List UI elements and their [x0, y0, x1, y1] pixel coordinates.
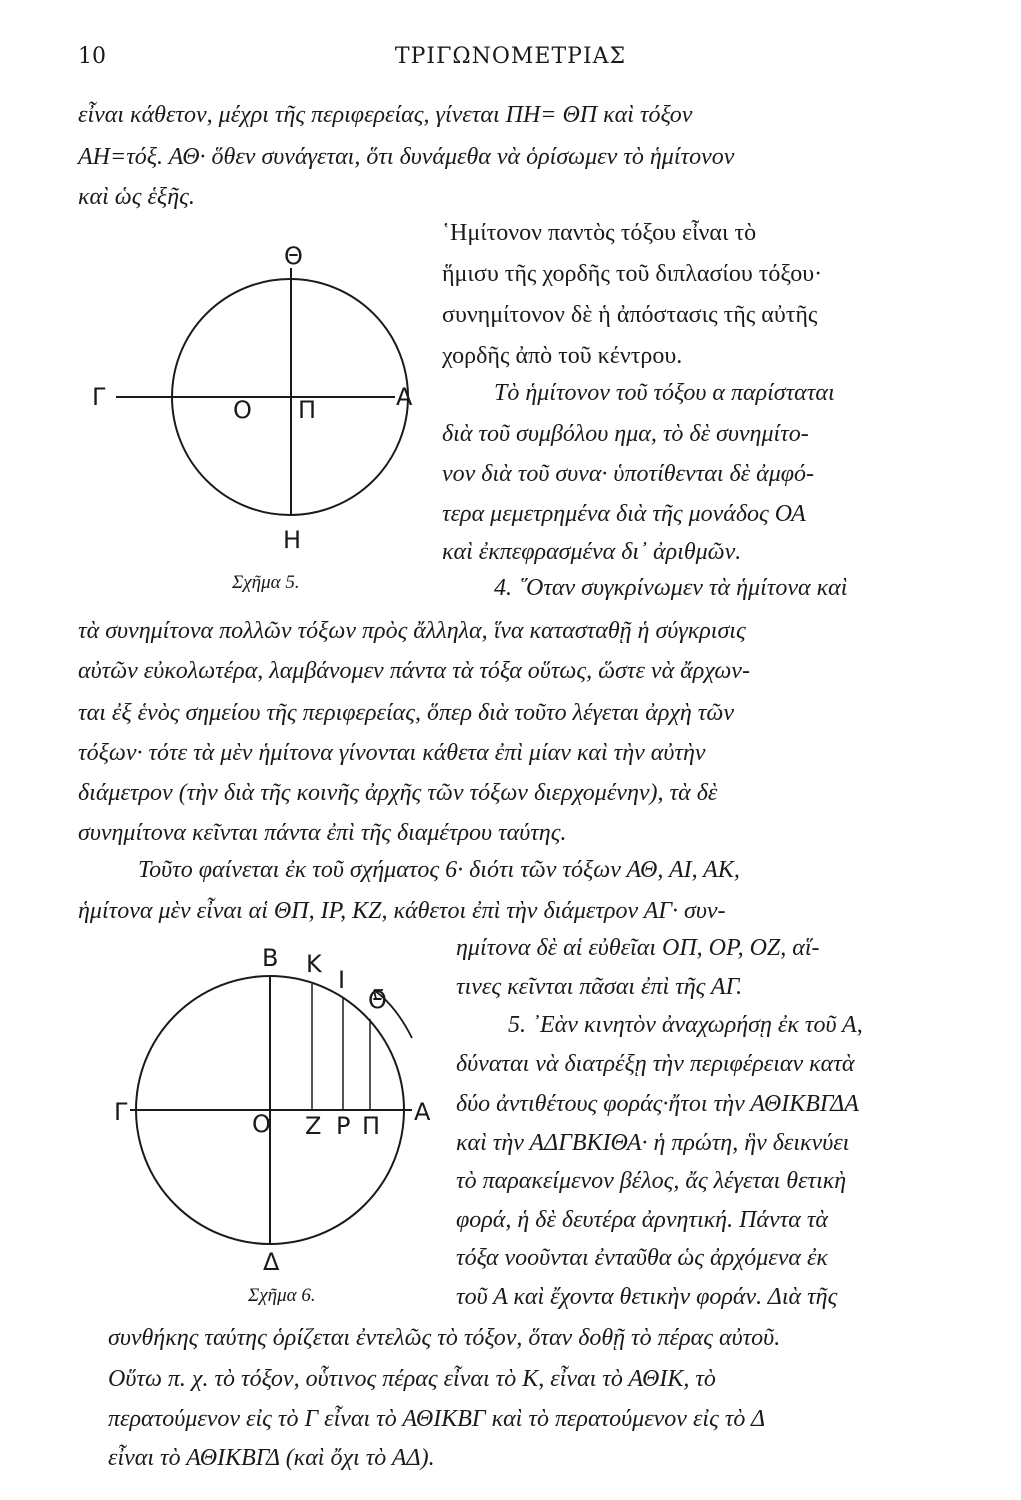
text-line: δύναται νὰ διατρέξῃ τὴν περιφέρειαν κατὰ — [456, 1051, 855, 1077]
fig5-label-alpha: Α — [396, 383, 413, 411]
fig5-label-theta: Θ — [284, 242, 303, 270]
text-line: τερα μεμετρημένα διὰ τῆς μονάδος ΟΑ — [442, 501, 806, 527]
fig6-label-kappa: Κ — [306, 950, 322, 978]
text-line: ται ἐξ ἑνὸς σημείου τῆς περιφερείας, ὅπερ διὰ τοῦτο λέγεται ἀρχὴ τῶν — [78, 700, 734, 726]
fig5-label-pi: Π — [298, 396, 317, 424]
fig6-label-alpha: Α — [414, 1098, 431, 1126]
text-line: Τὸ ἡμίτονον τοῦ τόξου α παρίσταται — [494, 380, 835, 406]
text-line: δύο ἀντιθέτους φοράς·ἤτοι τὴν ΑΘΙΚΒΓΔΑ — [456, 1091, 859, 1117]
figure-5-diagram — [80, 230, 420, 570]
text-line: ἥμισυ τῆς χορδῆς τοῦ διπλασίου τόξου· — [442, 261, 823, 287]
text-line: διὰ τοῦ συμβόλου ημα, τὸ δὲ συνημίτο- — [442, 421, 809, 447]
text-line: χορδῆς ἀπὸ τοῦ κέντρου. — [442, 343, 683, 369]
text-line: 5. ᾿Εὰν κινητὸν ἀναχωρήσῃ ἐκ τοῦ Α, — [508, 1012, 863, 1038]
fig6-label-iota: Ι — [338, 966, 346, 994]
fig6-label-delta: Δ — [263, 1248, 280, 1276]
text-line: διάμετρον (τὴν διὰ τῆς κοινῆς ἀρχῆς τῶν τόξων διερχομένην), τὰ δὲ — [78, 780, 718, 806]
text-line: καὶ ὡς ἑξῆς. — [78, 184, 195, 210]
fig6-label-gamma: Γ — [114, 1098, 128, 1126]
figure-5-caption: Σχῆμα 5. — [232, 572, 300, 593]
fig6-label-omicron: Ο — [252, 1110, 271, 1138]
fig5-label-gamma: Γ — [92, 383, 106, 411]
fig6-label-theta: Θ — [368, 986, 387, 1014]
text-line: τινες κεῖνται πᾶσαι ἐπὶ τῆς ΑΓ. — [456, 974, 743, 1000]
text-line: νον διὰ τοῦ συνα· ὑποτίθενται δὲ ἀμφό- — [442, 461, 815, 487]
text-line: ἡμίτονα μὲν εἶναι αἱ ΘΠ, ΙΡ, ΚΖ, κάθετοι ἐπὶ τὴν διάμετρον ΑΓ· συν- — [78, 898, 726, 924]
text-line: φορά, ἡ δὲ δευτέρα ἀρνητική. Πάντα τὰ — [456, 1207, 829, 1233]
text-line: ῾Ημίτονον παντὸς τόξου εἶναι τὸ — [442, 220, 757, 246]
text-line: συνθήκης ταύτης ὁρίζεται ἐντελῶς τὸ τόξον, ὅταν δοθῇ τὸ πέρας αὐτοῦ. — [108, 1325, 781, 1351]
page-number: 10 — [78, 44, 106, 69]
text-line: συνημίτονον δὲ ἡ ἀπόστασις τῆς αὐτῆς — [442, 302, 818, 328]
text-line: αὐτῶν εὐκολωτέρα, λαμβάνομεν πάντα τὰ τόξα οὕτως, ὥστε νὰ ἄρχων- — [78, 658, 750, 684]
text-line: 4. ῞Οταν συγκρίνωμεν τὰ ἡμίτονα καὶ — [494, 575, 848, 601]
text-line: καὶ τὴν ΑΔΓΒΚΙΘΑ· ἡ πρώτη, ἣν δεικνύει — [456, 1130, 850, 1156]
text-line: περατούμενον εἰς τὸ Γ εἶναι τὸ ΑΘΙΚΒΓ καὶ τὸ περατούμενον εἰς τὸ Δ — [108, 1406, 766, 1432]
fig6-label-rho: Ρ — [336, 1112, 351, 1140]
running-title: ΤΡΙΓΩΝΟΜΕΤΡΙΑΣ — [394, 44, 627, 69]
text-line: ΑΗ=τόξ. ΑΘ· ὅθεν συνάγεται, ὅτι δυνάμεθα νὰ ὁρίσωμεν τὸ ἡμίτονον — [78, 144, 735, 170]
text-line: εἶναι τὸ ΑΘΙΚΒΓΔ (καὶ ὄχι τὸ ΑΔ). — [108, 1445, 435, 1471]
fig6-label-beta: Β — [262, 944, 279, 972]
text-line: Τοῦτο φαίνεται ἐκ τοῦ σχήματος 6· διότι τῶν τόξων ΑΘ, ΑΙ, ΑΚ, — [138, 857, 740, 883]
text-line: εἶναι κάθετον, μέχρι τῆς περιφερείας, γίνεται ΠΗ= ΘΠ καὶ τόξον — [78, 102, 693, 128]
fig5-label-eta: Η — [283, 526, 302, 554]
text-line: τὰ συνημίτονα πολλῶν τόξων πρὸς ἄλληλα, ἵνα κατασταθῇ ἡ σύγκρισις — [78, 618, 746, 644]
figure-6-caption: Σχῆμα 6. — [248, 1285, 316, 1306]
text-line: Οὕτω π. χ. τὸ τόξον, οὗτινος πέρας εἶναι τὸ Κ, εἶναι τὸ ΑΘΙΚ, τὸ — [108, 1366, 716, 1392]
fig5-label-omicron: Ο — [233, 396, 252, 424]
figure-6-diagram — [100, 940, 440, 1280]
text-line: τὸ παρακείμενον βέλος, ἄς λέγεται θετικὴ — [456, 1168, 847, 1194]
text-line: ημίτονα δὲ αἱ εὐθεῖαι ΟΠ, ΟΡ, ΟΖ, αἵ- — [456, 935, 820, 961]
text-line: τοῦ Α καὶ ἔχοντα θετικὴν φοράν. Διὰ τῆς — [456, 1284, 838, 1310]
fig6-label-pi: Π — [362, 1112, 381, 1140]
text-line: συνημίτονα κεῖνται πάντα ἐπὶ τῆς διαμέτρου ταύτης. — [78, 820, 567, 846]
text-line: τόξων· τότε τὰ μὲν ἡμίτονα γίνονται κάθετα ἐπὶ μίαν καὶ τὴν αὐτὴν — [78, 740, 706, 766]
fig6-label-zeta: Ζ — [305, 1112, 322, 1140]
text-line: καὶ ἐκπεφρασμένα δι᾽ ἀριθμῶν. — [442, 539, 742, 565]
text-line: τόξα νοοῦνται ἐνταῦθα ὡς ἀρχόμενα ἐκ — [456, 1245, 828, 1271]
